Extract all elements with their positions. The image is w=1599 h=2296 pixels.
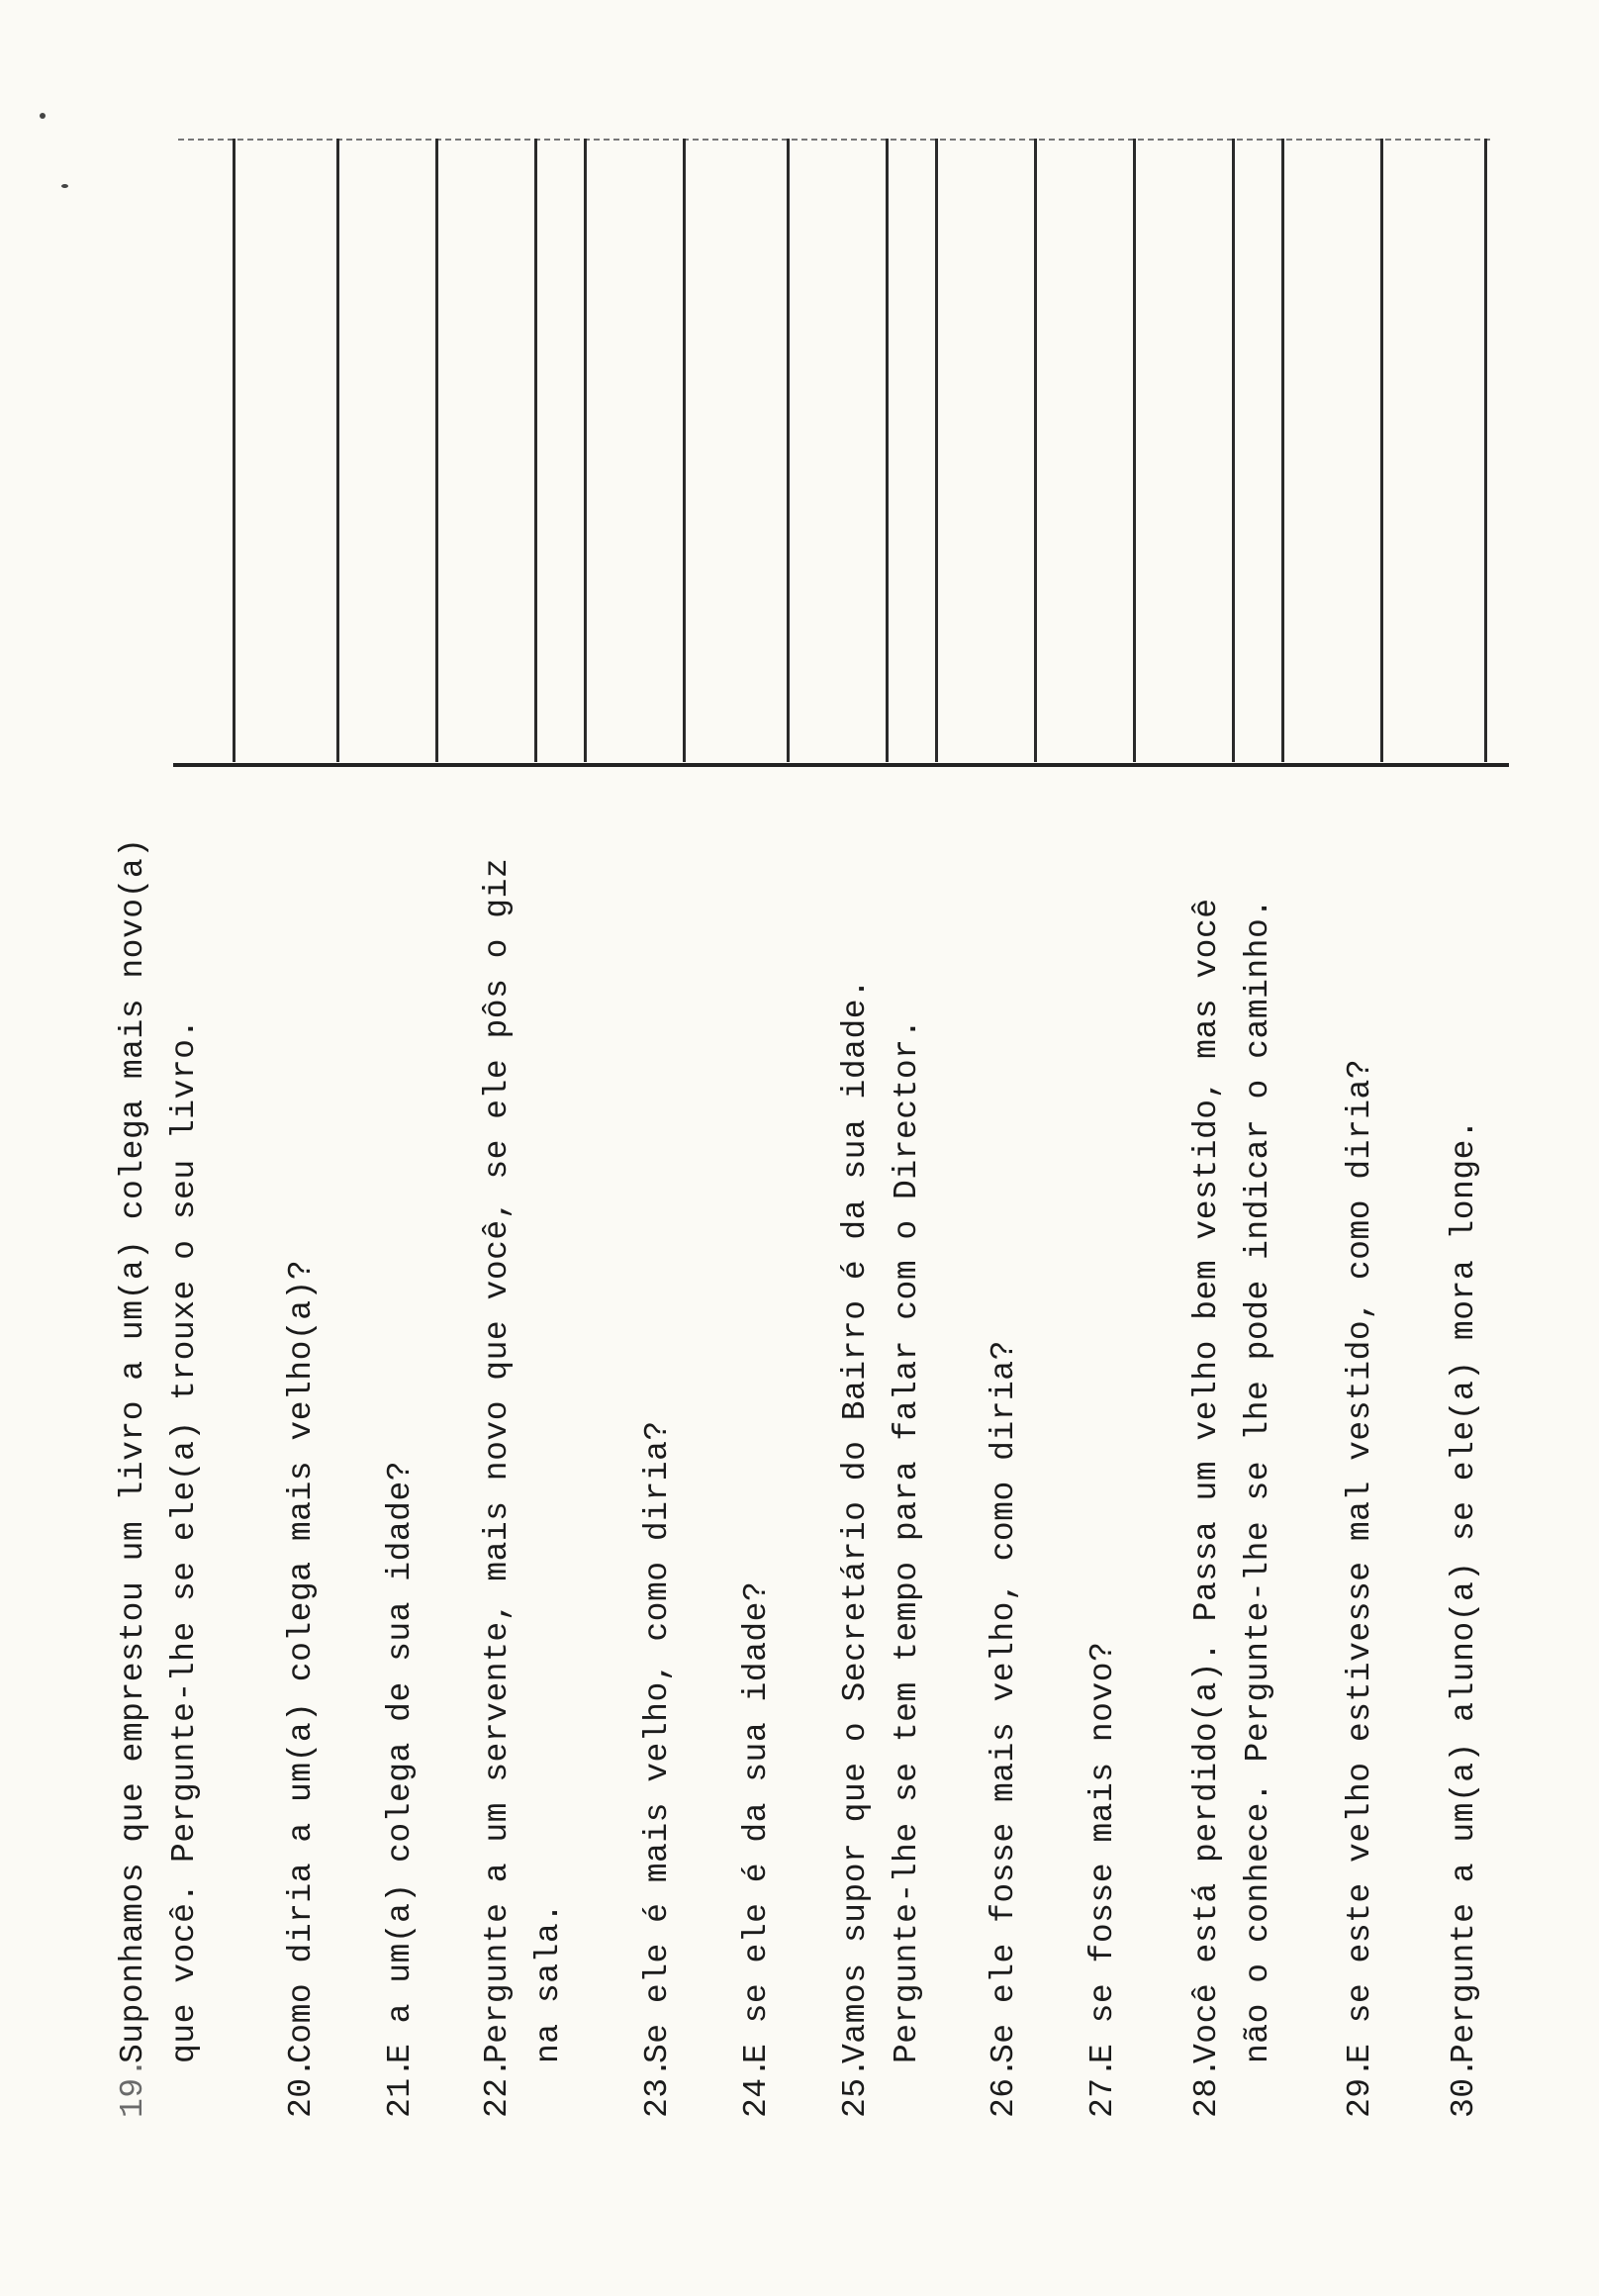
question-text: E se ele é da sua idade? [738,1580,775,2063]
answer-line [1281,139,1284,762]
answer-line [935,139,938,762]
question-text: Suponhamos que emprestou um livro a um(a) colega mais novo(a) [115,837,151,2063]
question-number: 25. [837,2057,874,2118]
answer-line [584,139,587,762]
question-text: Vamos supor que o Secretário do Bairro é da sua idade. [837,978,874,2063]
question-number: 26. [986,2057,1022,2118]
question-text-continued: que você. Pergunte-lhe se ele(a) trouxe o seu livro. [166,1018,203,2063]
question-number: 21. [382,2057,419,2118]
answer-line [683,139,686,762]
question-text: E se fosse mais novo? [1084,1641,1121,2063]
question-text: E se este velho estivesse mal vestido, como diria? [1342,1058,1378,2063]
question-number: 30. [1446,2057,1482,2118]
answer-line [1133,139,1136,762]
question-text: Como diria a um(a) colega mais velho(a)? [283,1259,320,2063]
answer-line [1232,139,1235,762]
question-text: Pergunte a um(a) aluno(a) se ele(a) mora longe. [1446,1118,1482,2063]
answer-line [787,139,790,762]
question-number: 22. [479,2057,516,2118]
question-text-continued: Pergunte-lhe se tem tempo para falar com o Director. [889,1018,925,2063]
question-number: 19. [115,2057,151,2118]
question-text-continued: na sala. [530,1902,567,2063]
answer-line [233,139,235,762]
scan-speck [40,113,46,119]
question-number: 28. [1188,2057,1225,2118]
question-text: Você está perdido(a). Passa um velho bem vestido, mas você [1188,898,1225,2063]
answer-line [886,139,889,762]
question-text: Se ele é mais velho, como diria? [639,1420,676,2063]
question-number: 27. [1084,2057,1121,2118]
answer-line [534,139,537,762]
question-number: 29. [1342,2057,1378,2118]
answer-grid-baseline [173,763,1509,767]
answer-line [435,139,438,762]
question-number: 23. [639,2057,676,2118]
question-text: Pergunte a um servente, mais novo que você, se ele pôs o giz [479,857,516,2063]
answer-grid-edge [178,139,1494,141]
answer-line [1484,139,1487,762]
question-text: Se ele fosse mais velho, como diria? [986,1340,1022,2063]
scan-speck [61,184,68,188]
question-text: E a um(a) colega de sua idade? [382,1460,419,2063]
question-number: 20. [283,2057,320,2118]
answer-line [1380,139,1383,762]
answer-line [1034,139,1037,762]
question-number: 24. [738,2057,775,2118]
answer-line [336,139,339,762]
question-text-continued: não o conhece. Pergunte-lhe se lhe pode indicar o caminho. [1240,898,1276,2063]
